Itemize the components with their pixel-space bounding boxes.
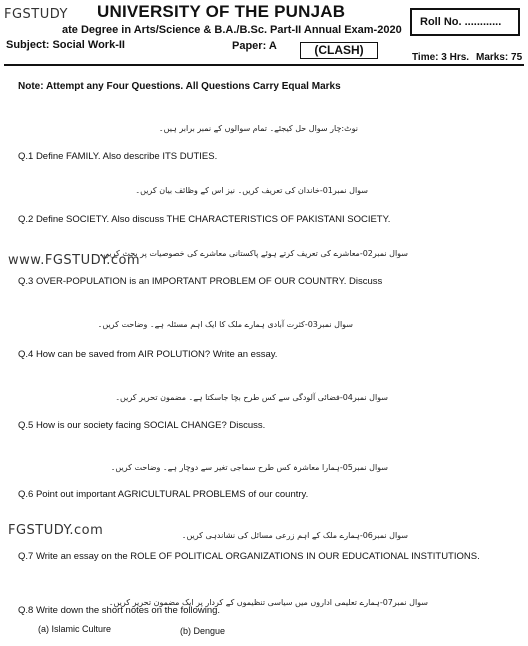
question-8: Q.8 Write down the short notes on the following.	[18, 605, 221, 616]
question-5: Q.5 How is our society facing SOCIAL CHANGE? Discuss.	[18, 420, 266, 431]
question-7: Q.7 Write an essay on the ROLE OF POLITICAL ORGANIZATIONS IN OUR EDUCATIONAL INSTITUTIONS.	[18, 551, 480, 562]
question-6-urdu: سوال نمبر06-ہمارے ملک کے اہم زرعی مسائل کی نشاندہی کریں۔	[181, 531, 408, 540]
instructions-note: Note: Attempt any Four Questions. All Questions Carry Equal Marks	[18, 81, 341, 92]
clash-badge: (CLASH)	[300, 42, 378, 59]
q8-option-a: (a) Islamic Culture	[38, 624, 112, 634]
watermark-mid: www.FGSTUDY.com	[8, 253, 141, 268]
question-3-urdu: سوال نمبر03-کثرت آبادی ہمارے ملک کا ایک اہم مسئلہ ہے۔ وضاحت کریں۔	[97, 320, 353, 329]
question-4-urdu: سوال نمبر04-فضائی آلودگی سے کس طرح بچا جاسکتا ہے۔ مضمون تحریر کریں۔	[115, 393, 388, 402]
degree-line: ate Degree in Arts/Science & B.A./B.Sc. Part-II Annual Exam-2020	[62, 24, 402, 36]
time-label: Time: 3 Hrs.	[412, 52, 470, 63]
paper-label: Paper: A	[232, 40, 277, 52]
question-4: Q.4 How can be saved from AIR POLUTION? Write an essay.	[18, 349, 278, 360]
watermark-lower: FGSTUDY.com	[8, 523, 104, 538]
watermark-top: FGSTUDY	[4, 7, 68, 22]
question-2-urdu: سوال نمبر02-معاشرے کی تعریف کرتے ہوئے پاکستانی معاشرے کی خصوصیات پر بحث کریں۔	[98, 249, 408, 258]
instructions-note-urdu: نوٹ:چار سوال حل کیجئے۔ تمام سوالوں کے نمبر برابر ہیں۔	[158, 124, 358, 133]
question-1-urdu: سوال نمبر01-خاندان کی تعریف کریں۔ نیز اس کے وظائف بیان کریں۔	[135, 186, 368, 195]
marks-label: Marks: 75	[476, 52, 523, 63]
university-title: UNIVERSITY OF THE PUNJAB	[97, 2, 346, 21]
question-1: Q.1 Define FAMILY. Also describe ITS DUTIES.	[18, 151, 218, 162]
subject-label: Subject: Social Work-II	[6, 39, 125, 51]
q8-option-b: (b) Dengue	[180, 626, 226, 636]
question-2: Q.2 Define SOCIETY. Also discuss THE CHARACTERISTICS OF PAKISTANI SOCIETY.	[18, 214, 391, 225]
header-divider	[4, 64, 524, 66]
roll-number-box: Roll No. ............	[410, 8, 520, 36]
question-6: Q.6 Point out important AGRICULTURAL PROBLEMS of our country.	[18, 489, 309, 500]
question-7-urdu: سوال نمبر07-ہمارے تعلیمی اداروں میں سیاسی تنظیموں کے کردار پر ایک مضمون تحریر کریں۔	[108, 598, 428, 607]
question-3: Q.3 OVER-POPULATION is an IMPORTANT PROBLEM OF OUR COUNTRY. Discuss	[18, 276, 383, 287]
question-5-urdu: سوال نمبر05-ہمارا معاشرہ کس طرح سماجی تغیر سے دوچار ہے۔ وضاحت کریں۔	[110, 463, 388, 472]
